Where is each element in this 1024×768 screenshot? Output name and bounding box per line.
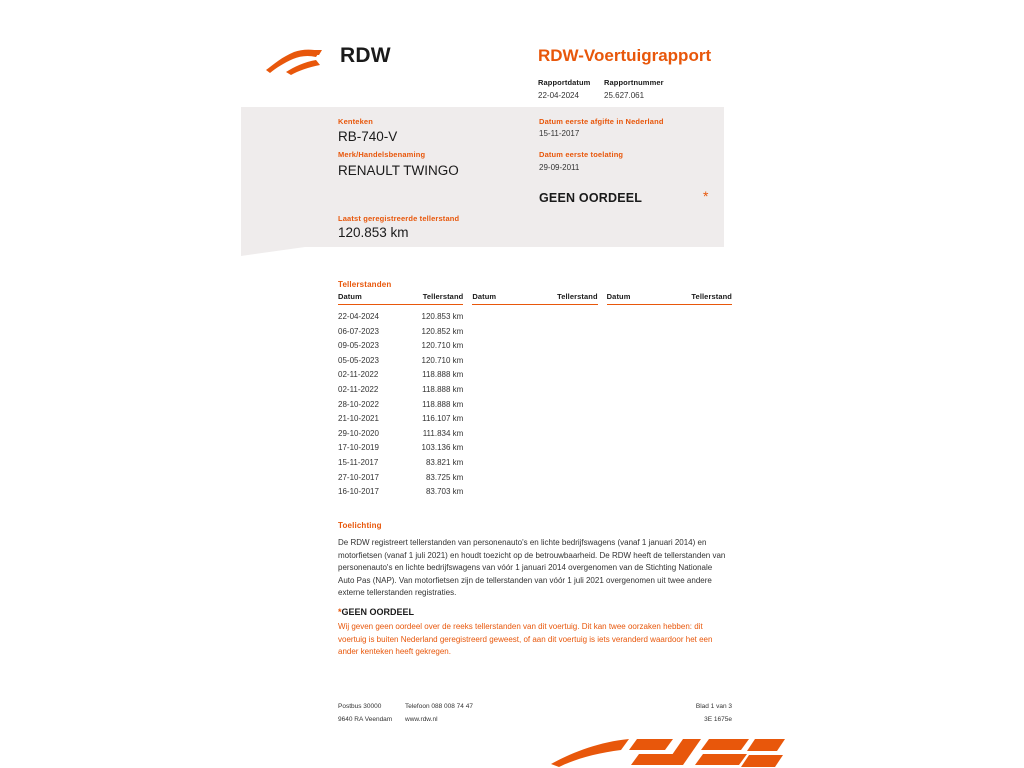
odometer-date-cell: 17-10-2019 [338, 443, 379, 453]
odometer-reading-cell: 120.852 km [421, 326, 464, 336]
summary-panel [241, 107, 724, 247]
odometer-date-cell: 16-10-2017 [338, 487, 379, 497]
odometer-reading-cell: 118.888 km [422, 370, 464, 380]
verdict-explanation-star: * [338, 607, 342, 617]
report-date-label: Rapportdatum [538, 78, 591, 87]
report-number-value: 25.627.061 [604, 91, 645, 100]
report-date-value: 22-04-2024 [538, 91, 579, 100]
footer-address-line1: Postbus 30000 [338, 703, 382, 710]
odometer-column-2 [472, 310, 597, 500]
odometer-table-header [338, 292, 732, 305]
odometer-col-reading-label-1: Tellerstand [422, 292, 464, 301]
brand-name: RDW [340, 44, 391, 67]
table-row [338, 368, 463, 383]
first-admission-label: Datum eerste toelating [539, 150, 624, 159]
odometer-date-cell: 29-10-2020 [338, 428, 379, 438]
odometer-col-reading-label-3: Tellerstand [691, 292, 732, 301]
odometer-reading-cell: 120.710 km [421, 341, 464, 351]
make-label: Merk/Handelsbenaming [338, 150, 426, 159]
verdict-explanation-heading-text: GEEN OORDEEL [341, 607, 415, 617]
odometer-date-cell: 15-11-2017 [338, 457, 379, 467]
table-row [338, 456, 463, 471]
odometer-header-group-1 [338, 292, 463, 305]
table-row [338, 339, 463, 354]
page-title: RDW-Voertuigrapport [538, 46, 712, 65]
table-row [338, 383, 463, 398]
odometer-reading-cell: 116.107 km [422, 414, 464, 424]
licence-value: RB-740-V [338, 129, 398, 144]
table-row [338, 325, 463, 340]
odometer-date-cell: 22-04-2024 [338, 312, 379, 321]
odometer-table [338, 292, 732, 500]
report-header [264, 20, 744, 100]
odometer-reading-cell: 118.888 km [422, 384, 464, 394]
footer-form-code: 3E 1675e [704, 716, 732, 723]
table-row [338, 412, 463, 427]
odometer-column-1 [338, 310, 463, 500]
odometer-reading-cell: 111.834 km [422, 428, 464, 438]
rdw-logo-icon [264, 48, 326, 76]
last-odometer-value: 120.853 km [338, 225, 409, 240]
page-footer [338, 703, 732, 729]
verdict-badge: GEEN OORDEEL [539, 191, 643, 205]
table-row [338, 485, 463, 500]
licence-label: Kenteken [338, 117, 373, 126]
odometer-date-cell: 28-10-2022 [338, 399, 379, 409]
odometer-date-cell: 02-11-2022 [338, 370, 379, 380]
explanation-body: De RDW registreert tellerstanden van personenauto's en lichte bedrijfswagens (vanaf 1 januari 2014) en motorfietsen (vanaf 1 juli 2021) en houdt toezicht op de betrouwbaarheid. De RDW heeft de tellerstanden van personenauto's en lichte bedrijfswagens van vóór 1 januari 2014 overgenomen van de Stichting Nationale Auto Pas (NAP). Van motorfietsen zijn de tellerstanden van vóór 1 juli 2021 overgenomen uit twee andere externe tellerstanden registraties. [338, 538, 726, 598]
odometer-reading-cell: 83.725 km [425, 472, 464, 482]
explanation-title: Toelichting [338, 521, 382, 530]
verdict-explanation-body: Wij geven geen oordeel over de reeks tellerstanden van dit voertuig. Dit kan twee oorzaken hebben: dit voertuig is buiten Nederland geregistreerd geweest, of aan dit voertuig is iets veranderd waardoor het een ander kenteken heeft gekregen. [338, 622, 713, 657]
odometer-col-date-label-1: Datum [338, 292, 362, 301]
odometer-date-cell: 09-05-2023 [338, 341, 379, 351]
rdw-watermark-icon [551, 738, 785, 768]
odometer-date-cell: 02-11-2022 [338, 384, 379, 394]
odometer-col-date-label-2: Datum [472, 292, 497, 301]
table-row [338, 471, 463, 486]
footer-address-line2: 9640 RA Veendam [338, 716, 393, 723]
table-row [338, 427, 463, 442]
table-row [338, 354, 463, 369]
verdict-explanation-heading [338, 607, 414, 617]
footer-page-number: Blad 1 van 3 [695, 703, 732, 710]
report-number-label: Rapportnummer [604, 78, 664, 87]
odometer-header-group-2 [472, 292, 597, 305]
odometer-reading-cell: 83.821 km [425, 457, 464, 467]
footer-phone: Telefoon 088 008 74 47 [405, 703, 473, 710]
odometer-header-group-3 [607, 292, 732, 305]
odometer-date-cell: 21-10-2021 [338, 414, 379, 424]
table-row [338, 398, 463, 413]
footer-website[interactable]: www.rdw.nl [405, 716, 438, 723]
table-row [338, 441, 463, 456]
odometer-table-body [338, 310, 732, 500]
odometer-date-cell: 27-10-2017 [338, 472, 379, 482]
first-registration-nl-label: Datum eerste afgifte in Nederland [539, 117, 664, 126]
odometer-reading-cell: 103.136 km [421, 443, 464, 453]
odometer-date-cell: 05-05-2023 [338, 355, 379, 365]
table-row [338, 310, 463, 325]
odometer-reading-cell: 120.710 km [421, 355, 464, 365]
make-value: RENAULT TWINGO [338, 163, 459, 178]
report-date-block [538, 78, 604, 100]
odometer-reading-cell: 83.703 km [425, 487, 464, 497]
first-registration-nl-value: 15-11-2017 [539, 129, 580, 138]
odometer-reading-cell: 118.888 km [422, 399, 464, 409]
odometer-reading-cell: 120.853 km [421, 312, 464, 321]
verdict-footnote-marker: * [703, 188, 709, 204]
last-odometer-label: Laatst geregistreerde tellerstand [338, 214, 460, 223]
odometer-column-3 [607, 310, 732, 500]
panel-notch-decoration [241, 247, 305, 256]
odometer-col-reading-label-2: Tellerstand [557, 292, 598, 301]
report-number-block [604, 78, 724, 100]
odometer-date-cell: 06-07-2023 [338, 326, 379, 336]
odometer-section-title: Tellerstanden [338, 280, 392, 289]
first-admission-value: 29-09-2011 [539, 163, 580, 172]
odometer-col-date-label-3: Datum [606, 292, 631, 301]
report-meta [538, 78, 768, 100]
